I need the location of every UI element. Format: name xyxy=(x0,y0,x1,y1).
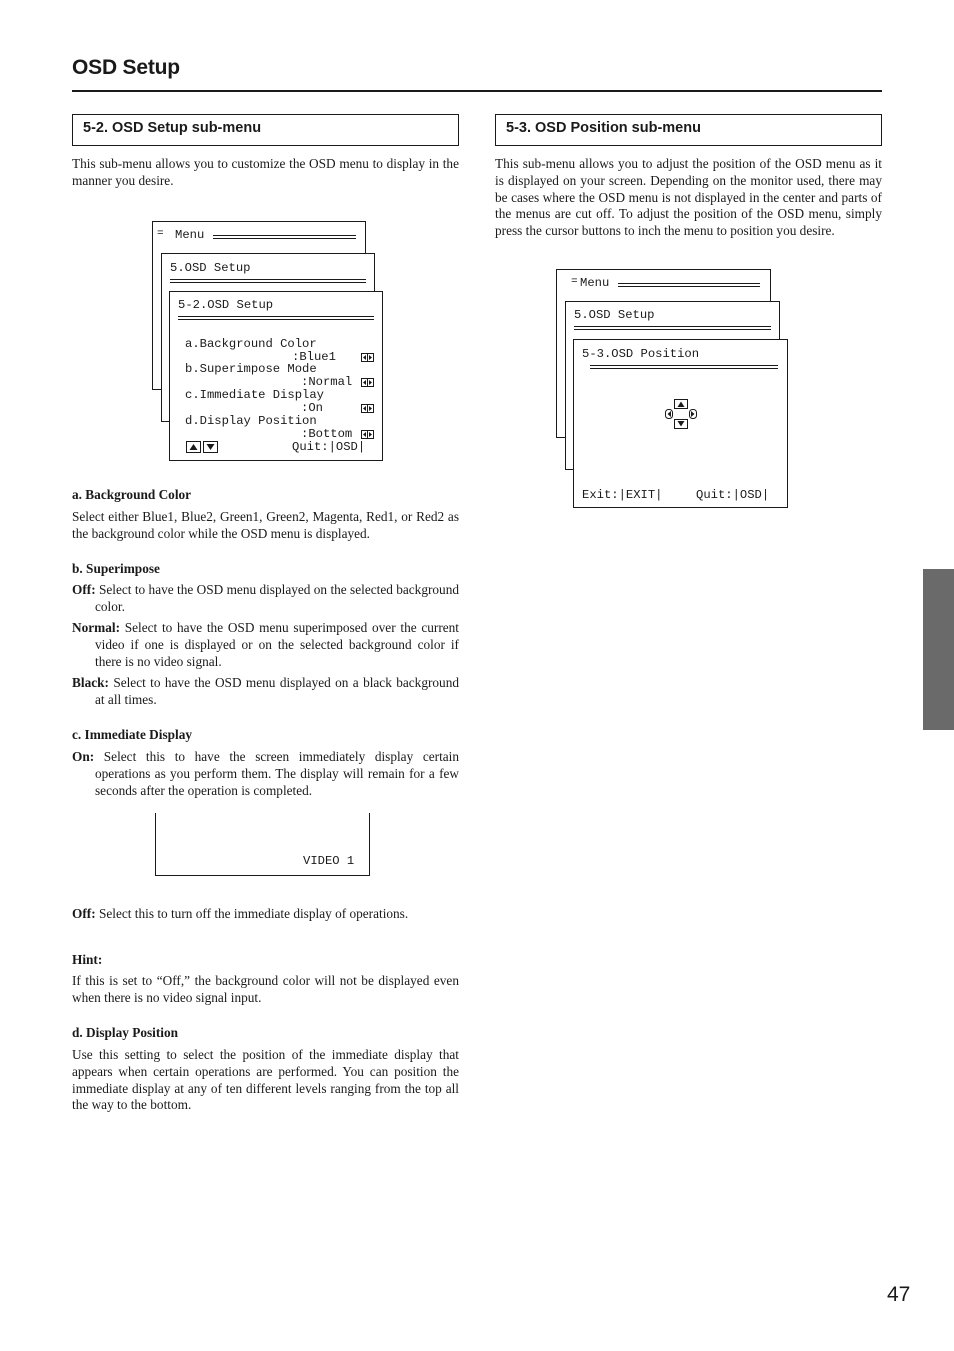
text-background-color: Select either Blue1, Blue2, Green1, Green2, Magenta, Red1, or Red2 as the background color while the OSD menu is displayed. xyxy=(72,509,459,541)
left-right-icon xyxy=(361,404,374,413)
up-down-icon xyxy=(186,441,218,453)
menu-bullet-icon: = xyxy=(571,276,578,288)
quit-label: Quit:|OSD| xyxy=(292,440,366,454)
sub-setup-title: 5-2.OSD Setup xyxy=(178,298,274,312)
position-sub-window xyxy=(573,339,788,508)
position-sub-rule xyxy=(590,365,778,369)
immediate-off-text: Select this to turn off the immediate display of operations. xyxy=(98,906,409,921)
immediate-off xyxy=(72,906,459,923)
item-superimpose-value: :Normal xyxy=(301,375,353,389)
position-osd-setup-rule xyxy=(574,326,771,330)
item-immediate-value: :On xyxy=(301,401,323,415)
superimpose-black xyxy=(72,675,459,709)
hint-text: If this is set to “Off,” the background color will not be displayed even when there is no video signal input. xyxy=(72,973,459,1005)
left-right-icon xyxy=(361,378,374,387)
superimpose-normal xyxy=(72,620,459,670)
chapter-tab xyxy=(923,569,954,730)
page-title: OSD Setup xyxy=(72,56,180,79)
heading-superimpose: b. Superimpose xyxy=(72,561,160,576)
menu-bullet-icon: = xyxy=(157,228,164,240)
item-immediate-display: c.Immediate Display xyxy=(185,388,324,402)
immediate-off-label: Off: xyxy=(72,906,96,921)
item-display-position: d.Display Position xyxy=(185,414,317,428)
heading-display-position: d. Display Position xyxy=(72,1025,179,1040)
superimpose-black-text: Select to have the OSD menu displayed on a black background at all times. xyxy=(95,675,459,707)
item-display-position-value: :Bottom xyxy=(301,427,353,441)
item-superimpose-mode: b.Superimpose Mode xyxy=(185,362,317,376)
position-osd-setup-label: 5.OSD Setup xyxy=(574,308,655,322)
video-input-label: VIDEO 1 xyxy=(303,854,355,868)
item-background-color-value: :Blue1 xyxy=(292,350,336,364)
immediate-on xyxy=(72,749,459,799)
position-menu-label: Menu xyxy=(580,276,610,290)
position-intro-text: This sub-menu allows you to adjust the position of the OSD menu as it is displayed on your screen. Depending on the monitor used, there may be cases where the OSD menu is not displayed in the center and parts of the menus are cut off. To adjust the position of the OSD menu, simply press the cursor buttons to inch the menu to position you desire. xyxy=(495,156,882,239)
superimpose-normal-text: Select to have the OSD menu superimposed over the current video if one is displayed or on the selected background color if there is no video signal. xyxy=(95,620,459,669)
hint-heading: Hint: xyxy=(72,952,103,967)
immediate-on-label: On: xyxy=(72,749,95,764)
heading-immediate-display: c. Immediate Display xyxy=(72,727,193,742)
exit-label: Exit:|EXIT| xyxy=(582,488,663,502)
left-right-icon xyxy=(361,353,374,362)
heading-background-color: a. Background Color xyxy=(72,487,192,502)
left-right-icon xyxy=(361,430,374,439)
position-sub-title: 5-3.OSD Position xyxy=(582,347,700,361)
section-title-osd-position: 5-3. OSD Position sub-menu xyxy=(495,114,882,146)
superimpose-black-label: Black: xyxy=(72,675,109,690)
sub-setup-rule xyxy=(178,316,374,320)
superimpose-off-label: Off: xyxy=(72,582,96,597)
superimpose-normal-label: Normal: xyxy=(72,620,120,635)
sub-setup-window xyxy=(169,291,383,461)
superimpose-off-text: Select to have the OSD menu displayed on the selected background color. xyxy=(95,582,459,614)
superimpose-off xyxy=(72,582,459,616)
text-display-position: Use this setting to select the position of the immediate display that appears when certain operations are performed. You can position the immediate display at any of ten different levels ranging from the top all the way to the bottom. xyxy=(72,1047,459,1113)
page-number: 47 xyxy=(887,1283,911,1306)
menu-rule xyxy=(213,235,356,239)
title-rule xyxy=(72,90,882,92)
osd-setup-label: 5.OSD Setup xyxy=(170,261,251,275)
section-title-osd-setup: 5-2. OSD Setup sub-menu xyxy=(72,114,459,146)
position-quit-label: Quit:|OSD| xyxy=(696,488,770,502)
menu-label: Menu xyxy=(175,228,205,242)
immediate-on-text: Select this to have the screen immediately display certain operations as you perform them. The display will remain for a few seconds after the operation is completed. xyxy=(95,749,460,798)
position-menu-rule xyxy=(618,283,760,287)
item-background-color: a.Background Color xyxy=(185,337,317,351)
intro-text: This sub-menu allows you to customize the OSD menu to display in the manner you desire. xyxy=(72,156,459,188)
cursor-pad-icon xyxy=(665,399,697,429)
osd-setup-rule xyxy=(170,279,366,283)
immediate-display-screen xyxy=(155,813,370,876)
